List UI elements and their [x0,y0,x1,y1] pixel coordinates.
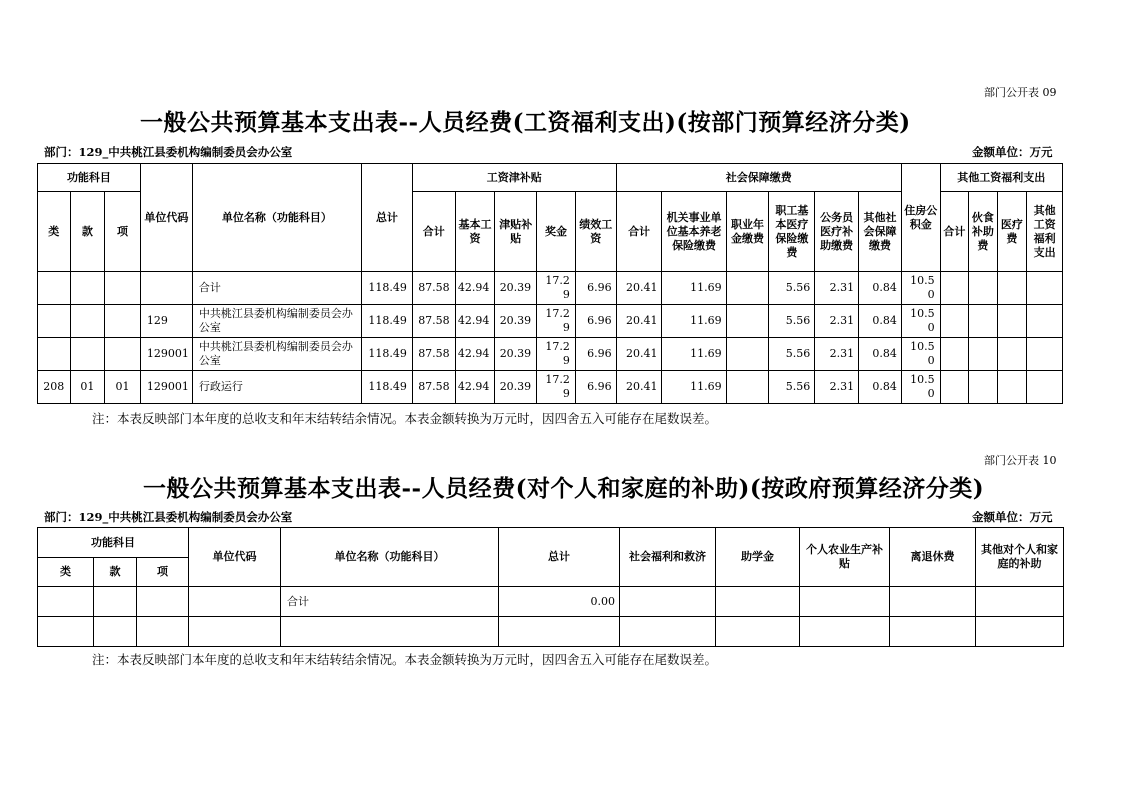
xiang-cell [105,338,141,371]
func-subject-header: 功能科目 [38,528,189,558]
medical-fee-header: 医疗费 [997,192,1027,272]
performance-cell: 6.96 [575,305,616,338]
code-cell [189,617,281,647]
other-ss-cell: 0.84 [859,272,902,305]
grant-cell [716,617,800,647]
lei-cell [38,338,71,371]
welfare-relief-header: 社会福利和救济 [620,528,716,587]
other-cell [976,587,1064,617]
basic-wage-header: 基本工资 [455,192,495,272]
ss-sum-cell: 20.41 [616,371,662,404]
table-note: 注：本表反映部门本年度的总收支和年末结转结余情况。本表金额转换为万元时，因四舍五入可能存在尾数误差。 [92,411,718,426]
total-cell [499,617,620,647]
name-cell: 中共桃江县委机构编制委员会办公室 [192,338,361,371]
meal-cell [969,371,998,404]
table-tag: 部门公开表 10 [984,454,1057,467]
unit-name-header: 单位名称（功能科目） [281,528,499,587]
annuity-cell [726,371,769,404]
xiang-cell [137,617,189,647]
medical-cell: 5.56 [769,338,815,371]
lei-cell: 208 [38,371,71,404]
student-grant-header: 助学金 [716,528,800,587]
meal-cell [969,338,998,371]
medical-fee-cell [997,338,1027,371]
ss-sum-cell: 20.41 [616,338,662,371]
department-label: 部门：129_中共桃江县委机构编制委员会办公室 [44,145,293,159]
code-cell: 129001 [140,338,192,371]
page-title: 一般公共预算基本支出表--人员经费(对个人和家庭的补助)(按政府预算经济分类) [143,475,985,502]
personnel-wage-table [37,163,1063,404]
code-cell [189,587,281,617]
welfare-cell [620,617,716,647]
medical-insurance-header: 职工基本医疗保险缴费 [769,192,815,272]
other-family-subsidy-header: 其他对个人和家庭的补助 [976,528,1064,587]
kuan-cell [70,338,105,371]
table-row [38,617,1064,647]
table-row [38,272,1063,305]
performance-cell: 6.96 [575,272,616,305]
other-ss-cell: 0.84 [859,338,902,371]
table-note: 注：本表反映部门本年度的总收支和年末结转结余情况。本表金额转换为万元时，因四舍五入可能存在尾数误差。 [92,652,718,667]
total-cell: 118.49 [361,272,412,305]
medical-fee-cell [997,272,1027,305]
bonus-cell: 17.29 [537,272,576,305]
ss-sum-cell: 20.41 [616,272,662,305]
ow-sum-header: 合计 [940,192,969,272]
wage-sum-cell: 87.58 [412,371,455,404]
social-security-group-header: 社会保障缴费 [616,164,901,192]
housing-cell: 10.50 [901,305,940,338]
kuan-cell [70,272,105,305]
medical-cell: 5.56 [769,305,815,338]
performance-wage-header: 绩效工资 [575,192,616,272]
unit-code-header: 单位代码 [140,164,192,272]
other-ss-header: 其他社会保障缴费 [859,192,902,272]
page-title: 一般公共预算基本支出表--人员经费(工资福利支出)(按部门预算经济分类) [140,109,911,136]
other-ss-cell: 0.84 [859,305,902,338]
xiang-header: 项 [105,192,141,272]
bonus-cell: 17.29 [537,338,576,371]
allowance-header: 津贴补贴 [495,192,537,272]
performance-cell: 6.96 [575,338,616,371]
basic-wage-cell: 42.94 [455,338,495,371]
basic-wage-cell: 42.94 [455,272,495,305]
farm-cell [800,617,890,647]
pension-cell: 11.69 [662,338,726,371]
xiang-cell [105,272,141,305]
lei-cell [38,617,94,647]
farm-subsidy-header: 个人农业生产补贴 [800,528,890,587]
ow-sum-cell [940,272,969,305]
welfare-cell [620,587,716,617]
code-cell: 129001 [140,371,192,404]
annuity-cell [726,272,769,305]
other-welfare-cell [1027,371,1063,404]
code-cell: 129 [140,305,192,338]
ow-sum-cell [940,305,969,338]
total-cell: 118.49 [361,338,412,371]
medical-fee-cell [997,371,1027,404]
lei-header: 类 [38,558,94,587]
meal-subsidy-header: 伙食补助费 [969,192,998,272]
civil-medical-cell: 2.31 [815,338,859,371]
allowance-cell: 20.39 [495,371,537,404]
name-cell: 行政运行 [192,371,361,404]
total-header: 总计 [499,528,620,587]
table-row [38,371,1063,404]
meal-cell [969,272,998,305]
bonus-cell: 17.29 [537,305,576,338]
kuan-cell [70,305,105,338]
pension-header: 机关事业单位基本养老保险缴费 [662,192,726,272]
kuan-cell: 01 [70,371,105,404]
bonus-header: 奖金 [537,192,576,272]
civil-medical-cell: 2.31 [815,272,859,305]
wage-sum-cell: 87.58 [412,338,455,371]
kuan-header: 款 [94,558,137,587]
allowance-cell: 20.39 [495,305,537,338]
total-cell: 0.00 [499,587,620,617]
lei-cell [38,587,94,617]
kuan-cell [94,617,137,647]
total-cell: 118.49 [361,371,412,404]
meal-cell [969,305,998,338]
housing-cell: 10.50 [901,371,940,404]
other-ss-cell: 0.84 [859,371,902,404]
medical-fee-cell [997,305,1027,338]
wage-sum-cell: 87.58 [412,305,455,338]
pension-cell: 11.69 [662,272,726,305]
ss-sum-cell: 20.41 [616,305,662,338]
unit-label: 金额单位：万元 [972,145,1053,159]
total-header: 总计 [361,164,412,272]
unit-code-header: 单位代码 [189,528,281,587]
wage-sum-header: 合计 [412,192,455,272]
table-row [38,338,1063,371]
other-welfare-group-header: 其他工资福利支出 [940,164,1062,192]
civil-medical-cell: 2.31 [815,371,859,404]
lei-cell [38,305,71,338]
xiang-cell [137,587,189,617]
table-row [38,305,1063,338]
retirement-header: 离退休费 [890,528,976,587]
ow-sum-cell [940,338,969,371]
other-welfare-cell [1027,305,1063,338]
performance-cell: 6.96 [575,371,616,404]
housing-cell: 10.50 [901,272,940,305]
ss-sum-header: 合计 [616,192,662,272]
wage-group-header: 工资津补贴 [412,164,616,192]
lei-cell [38,272,71,305]
bonus-cell: 17.29 [537,371,576,404]
basic-wage-cell: 42.94 [455,305,495,338]
name-cell: 合计 [192,272,361,305]
kuan-cell [94,587,137,617]
civil-medical-cell: 2.31 [815,305,859,338]
annuity-header: 职业年金缴费 [726,192,769,272]
name-cell: 中共桃江县委机构编制委员会办公室 [192,305,361,338]
table-row [38,587,1064,617]
pension-cell: 11.69 [662,305,726,338]
allowance-cell: 20.39 [495,338,537,371]
annuity-cell [726,305,769,338]
medical-cell: 5.56 [769,272,815,305]
xiang-cell [105,305,141,338]
grant-cell [716,587,800,617]
housing-cell: 10.50 [901,338,940,371]
other-cell [976,617,1064,647]
total-cell: 118.49 [361,305,412,338]
department-label: 部门：129_中共桃江县委机构编制委员会办公室 [44,510,293,524]
other-welfare-header: 其他工资福利支出 [1027,192,1063,272]
allowance-cell: 20.39 [495,272,537,305]
farm-cell [800,587,890,617]
kuan-header: 款 [70,192,105,272]
other-welfare-cell [1027,272,1063,305]
lei-header: 类 [38,192,71,272]
basic-wage-cell: 42.94 [455,371,495,404]
ow-sum-cell [940,371,969,404]
unit-label: 金额单位：万元 [972,510,1053,524]
pension-cell: 11.69 [662,371,726,404]
xiang-cell: 01 [105,371,141,404]
civil-servant-medical-header: 公务员医疗补助缴费 [815,192,859,272]
code-cell [140,272,192,305]
wage-sum-cell: 87.58 [412,272,455,305]
xiang-header: 项 [137,558,189,587]
func-subject-header: 功能科目 [38,164,141,192]
medical-cell: 5.56 [769,371,815,404]
housing-fund-header: 住房公积金 [901,164,940,272]
name-cell: 合计 [281,587,499,617]
retire-cell [890,617,976,647]
retire-cell [890,587,976,617]
other-welfare-cell [1027,338,1063,371]
annuity-cell [726,338,769,371]
table-tag: 部门公开表 09 [984,86,1057,99]
name-cell [281,617,499,647]
unit-name-header: 单位名称（功能科目） [192,164,361,272]
family-subsidy-table [37,527,1064,647]
